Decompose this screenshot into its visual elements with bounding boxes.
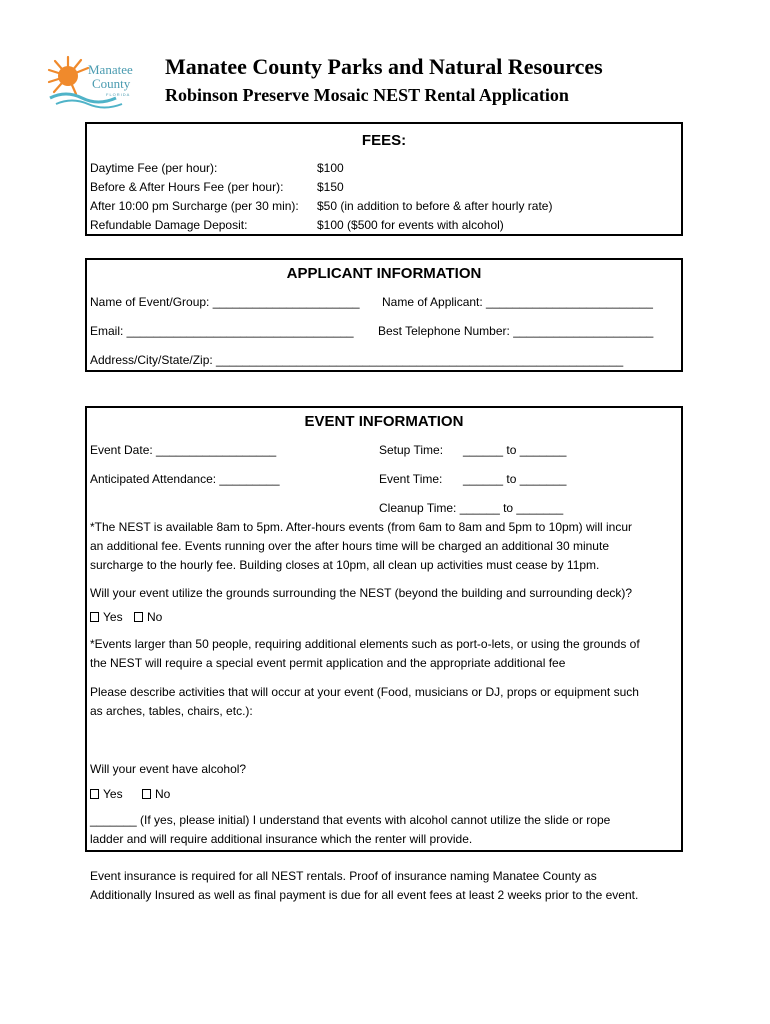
sun-logo-icon [46, 54, 156, 110]
checkbox-icon[interactable] [142, 789, 151, 799]
fee-label: Before & After Hours Fee (per hour): [90, 180, 284, 194]
applicant-heading: APPLICANT INFORMATION [286, 265, 482, 282]
fee-label: After 10:00 pm Surcharge (per 30 min): [90, 199, 299, 213]
fee-value: $100 ($500 for events with alcohol) [317, 218, 504, 232]
checkbox-icon[interactable] [90, 789, 99, 799]
setup-time-field[interactable]: ______ to _______ [463, 443, 567, 457]
fee-label: Daytime Fee (per hour): [90, 161, 218, 175]
checkbox-icon[interactable] [90, 612, 99, 622]
telephone-field[interactable]: Best Telephone Number: _____________________ [378, 324, 654, 338]
fee-label: Refundable Damage Deposit: [90, 218, 248, 232]
county-logo [46, 54, 156, 110]
event-group-name-field[interactable]: Name of Event/Group: ______________________ [90, 295, 360, 309]
cleanup-time-field[interactable]: Cleanup Time: ______ to _______ [379, 501, 564, 515]
grounds-question: Will your event utilize the grounds surrounding the NEST (beyond the building and surrounding deck)? [90, 586, 633, 600]
setup-time-label: Setup Time: [379, 443, 444, 457]
fee-value: $100 [317, 161, 344, 175]
applicant-section [85, 258, 683, 372]
insurance-note-line: Event insurance is required for all NEST rentals. Proof of insurance naming Manatee County as [90, 869, 597, 883]
event-time-label: Event Time: [379, 472, 443, 486]
checkbox-icon[interactable] [134, 612, 143, 622]
fee-value: $50 (in addition to before & after hourly rate) [317, 199, 553, 213]
page-subtitle: Robinson Preserve Mosaic NEST Rental Application [165, 85, 569, 105]
alcohol-yes-label: Yes [103, 787, 123, 801]
logo-text-florida: FLORIDA [106, 92, 131, 97]
grounds-yes-option[interactable] [90, 610, 123, 624]
page-title: Manatee County Parks and Natural Resources [165, 54, 603, 79]
alcohol-initial-line[interactable]: _______ (If yes, please initial) I understand that events with alcohol cannot utilize the slide or rope [90, 813, 611, 827]
alcohol-question: Will your event have alcohol? [90, 762, 247, 776]
alcohol-yes-option[interactable] [90, 787, 123, 801]
email-field[interactable]: Email: __________________________________ [90, 324, 354, 338]
grounds-no-label: No [147, 610, 163, 624]
fees-heading: FEES: [361, 132, 407, 149]
event-time-field[interactable]: ______ to _______ [463, 472, 567, 486]
alcohol-no-label: No [155, 787, 171, 801]
alcohol-initial-line: ladder and will require additional insurance which the renter will provide. [90, 832, 473, 846]
event-date-field[interactable]: Event Date: __________________ [90, 443, 277, 457]
large-event-note-line: *Events larger than 50 people, requiring additional elements such as port-o-lets, or using the grounds of [90, 637, 640, 651]
address-field[interactable]: Address/City/State/Zip: _____________________________________________________________ [90, 353, 624, 367]
event-section [85, 406, 683, 852]
large-event-note-line: the NEST will require a special event permit application and the appropriate additional fee [90, 656, 566, 670]
event-heading: EVENT INFORMATION [304, 413, 464, 430]
alcohol-no-option[interactable] [142, 787, 170, 801]
attendance-field[interactable]: Anticipated Attendance: _________ [90, 472, 280, 486]
fees-section [85, 122, 683, 236]
applicant-name-field[interactable]: Name of Applicant: _________________________ [382, 295, 653, 309]
hours-note-line: surcharge to the hourly fee. Building closes at 10pm, all clean up activities must cease by 11pm. [90, 558, 600, 572]
hours-note-line: an additional fee. Events running over the after hours time will be charged an additional 30 minute [90, 539, 609, 553]
grounds-no-option[interactable] [134, 610, 162, 624]
grounds-yes-label: Yes [103, 610, 123, 624]
describe-activities-line: Please describe activities that will occur at your event (Food, musicians or DJ, props or equipment such [90, 685, 639, 699]
logo-text-manatee: Manatee [88, 62, 133, 77]
hours-note-line: *The NEST is available 8am to 5pm. After-hours events (from 6am to 8am and 5pm to 10pm) will incur [90, 520, 633, 534]
insurance-note-line: Additionally Insured as well as final payment is due for all event fees at least 2 weeks prior to the event. [90, 888, 639, 902]
fee-value: $150 [317, 180, 344, 194]
logo-text-county: County [92, 76, 131, 91]
describe-activities-line: as arches, tables, chairs, etc.): [90, 704, 253, 718]
